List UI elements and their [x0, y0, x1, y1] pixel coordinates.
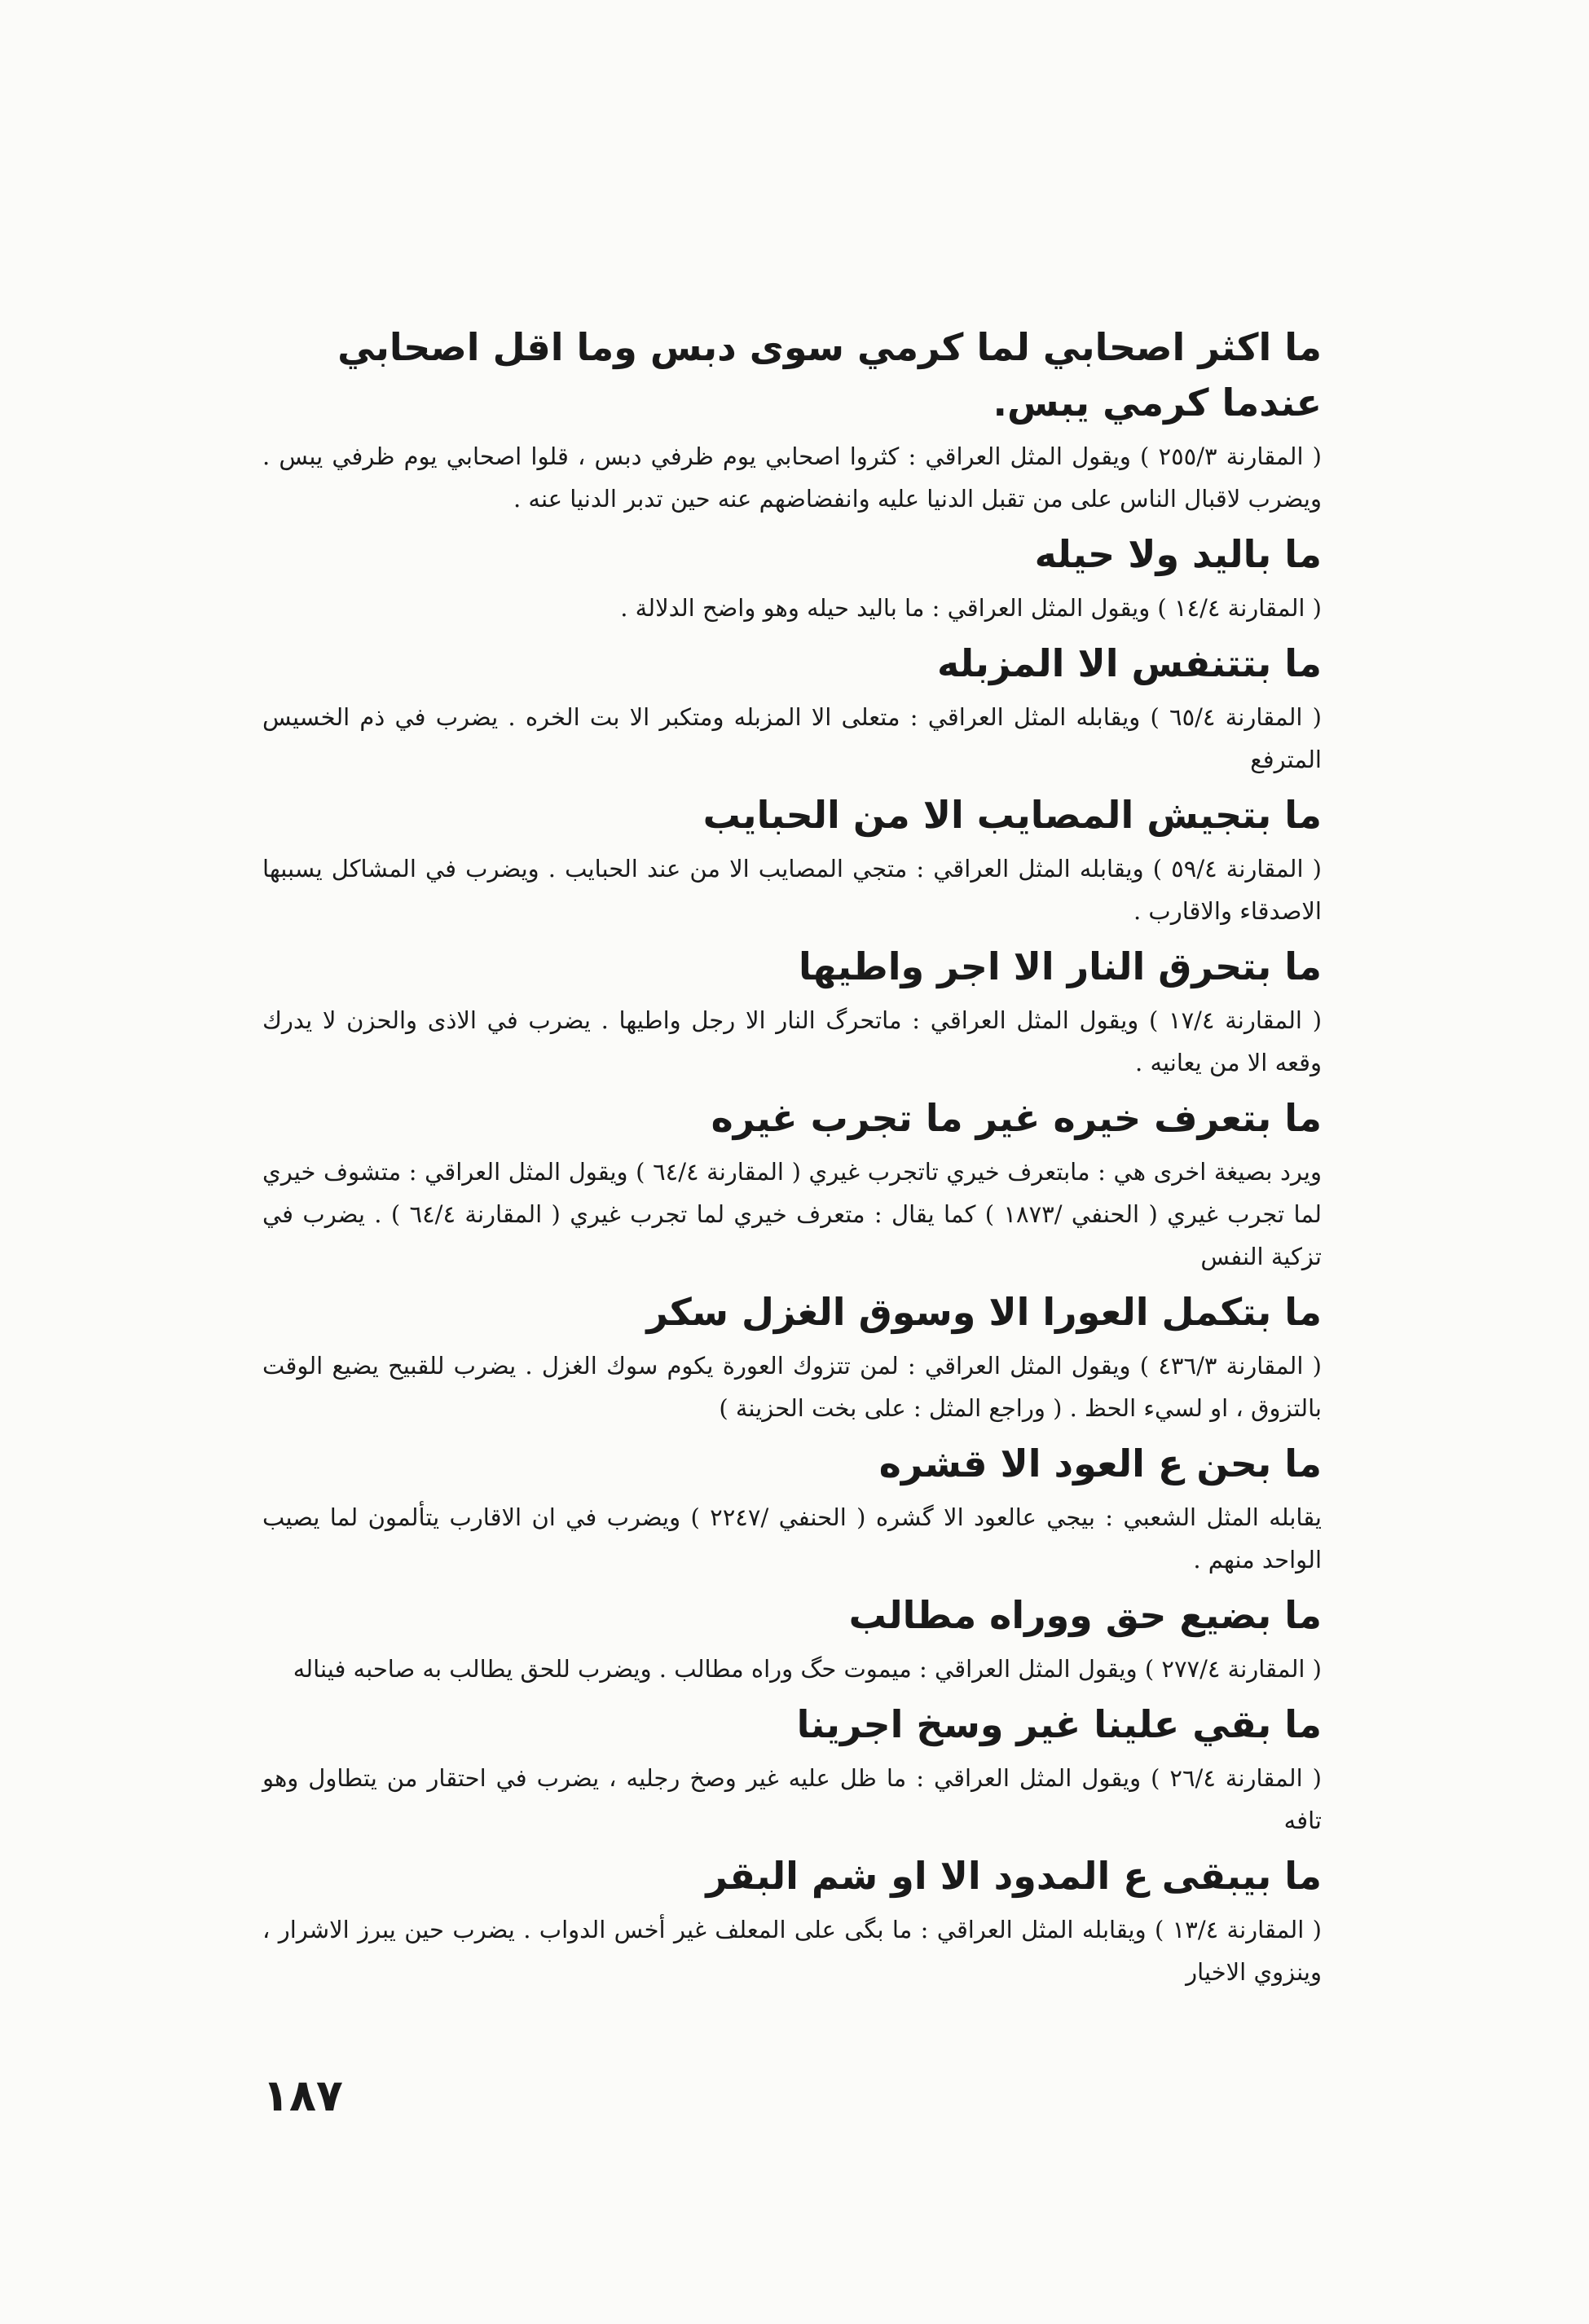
- proverb-commentary: ويرد بصيغة اخرى هي : مابتعرف خيري تاتجرب غيري ( المقارنة ٦٤/٤ ) ويقول المثل العراقي : متشوف خيري لما تجرب غيري ( الحنفي /١٨٧٣ ) كما يقال : متعرف خيري لما تجرب غيري ( المقارنة ٦٤/٤ ) . يضرب في تزكية النفس: [262, 1158, 1322, 1270]
- proverb-commentary: ( المقارنة ٥٩/٤ ) ويقابله المثل العراقي : متجي المصايب الا من عند الحبايب . ويضرب في المشاكل يسببها الاصدقاء والاقارب .: [262, 855, 1322, 925]
- proverb-commentary: ( المقارنة ١٣/٤ ) ويقابله المثل العراقي : ما بگى على المعلف غير أخس الدواب . يضرب حين يبرز الاشرار ، وينزوي الاخيار: [262, 1916, 1322, 1986]
- proverb-commentary: ( المقارنة ٢٧٧/٤ ) ويقول المثل العراقي : ميموت حگ وراه مطالب . ويضرب للحق يطالب به صاحبه فيناله: [293, 1655, 1322, 1683]
- page-content: [262, 319, 1322, 2000]
- proverb-entry: [262, 939, 1322, 1084]
- proverb-title: ما اكثر اصحابي لما كرمي سوى دبس وما اقل اصحابي عندما كرمي يبس.: [337, 325, 1322, 425]
- proverb-commentary: ( المقارنة ٤٣٦/٣ ) ويقول المثل العراقي : لمن تتزوك العورة يكوم سوك الغزل . يضرب للقبيح يضيع الوقت بالتزوق ، او لسيء الحظ . ( وراجع المثل : على بخت الحزينة ): [262, 1352, 1322, 1422]
- proverb-entry: [262, 1436, 1322, 1581]
- proverb-title: ما بتحرق النار الا اجر واطيها: [798, 944, 1322, 988]
- proverb-commentary: ( المقارنة ٢٥٥/٣ ) ويقول المثل العراقي : كثروا اصحابي يوم ظرفي دبس ، قلوا اصحابي يوم ظرفي يبس . ويضرب لاقبال الناس على من تقبل الدنيا عليه وانفضاضهم عنه حين تدبر الدنيا عنه .: [262, 442, 1322, 513]
- proverb-title: ما بحن ع العود الا قشره: [878, 1441, 1322, 1486]
- proverb-entry: [262, 787, 1322, 932]
- proverb-title: ما بقي علينا غير وسخ اجرينا: [796, 1702, 1322, 1746]
- proverb-title: ما بيبقى ع المدود الا او شم البقر: [706, 1854, 1322, 1898]
- proverb-title: ما بتتنفس الا المزبله: [937, 641, 1322, 685]
- proverb-commentary: ( المقارنة ٢٦/٤ ) ويقول المثل العراقي : ما ظل عليه غير وصخ رجليه ، يضرب في احتقار من يتطاول وهو تافه: [262, 1764, 1322, 1834]
- proverb-entry: [262, 319, 1322, 520]
- proverb-entry: [262, 1587, 1322, 1690]
- proverb-entry: [262, 1697, 1322, 1842]
- proverb-commentary: ( المقارنة ٦٥/٤ ) ويقابله المثل العراقي : متعلى الا المزبله ومتكبر الا بت الخره . يضرب في ذم الخسيس المترفع: [262, 703, 1322, 773]
- proverb-entry: [262, 526, 1322, 629]
- proverb-entry: [262, 1090, 1322, 1278]
- proverb-entry: [262, 636, 1322, 781]
- proverb-title: ما بتكمل العورا الا وسوق الغزل سكر: [646, 1290, 1322, 1334]
- proverb-entry: [262, 1848, 1322, 1993]
- proverb-commentary: ( المقارنة ١٧/٤ ) ويقول المثل العراقي : ماتحرگ النار الا رجل واطيها . يضرب في الاذى والحزن لا يدرك وقعه الا من يعانيه .: [262, 1006, 1323, 1076]
- proverb-title: ما بضيع حق ووراه مطالب: [848, 1593, 1322, 1637]
- proverb-title: ما بتجيش المصايب الا من الحبايب: [702, 793, 1322, 837]
- proverb-entry: [262, 1284, 1322, 1429]
- proverb-title: ما باليد ولا حيله: [1034, 532, 1322, 576]
- proverb-title: ما بتعرف خيره غير ما تجرب غيره: [711, 1096, 1322, 1140]
- proverb-commentary: ( المقارنة ١٤/٤ ) ويقول المثل العراقي : ما باليد حيله وهو واضح الدلالة .: [620, 594, 1322, 622]
- proverb-commentary: يقابله المثل الشعبي : بيجي عالعود الا گشره ( الحنفي /٢٢٤٧ ) ويضرب في ان الاقارب يتألمون لما يصيب الواحد منهم .: [262, 1503, 1322, 1574]
- page-number: ١٨٧: [262, 2070, 343, 2121]
